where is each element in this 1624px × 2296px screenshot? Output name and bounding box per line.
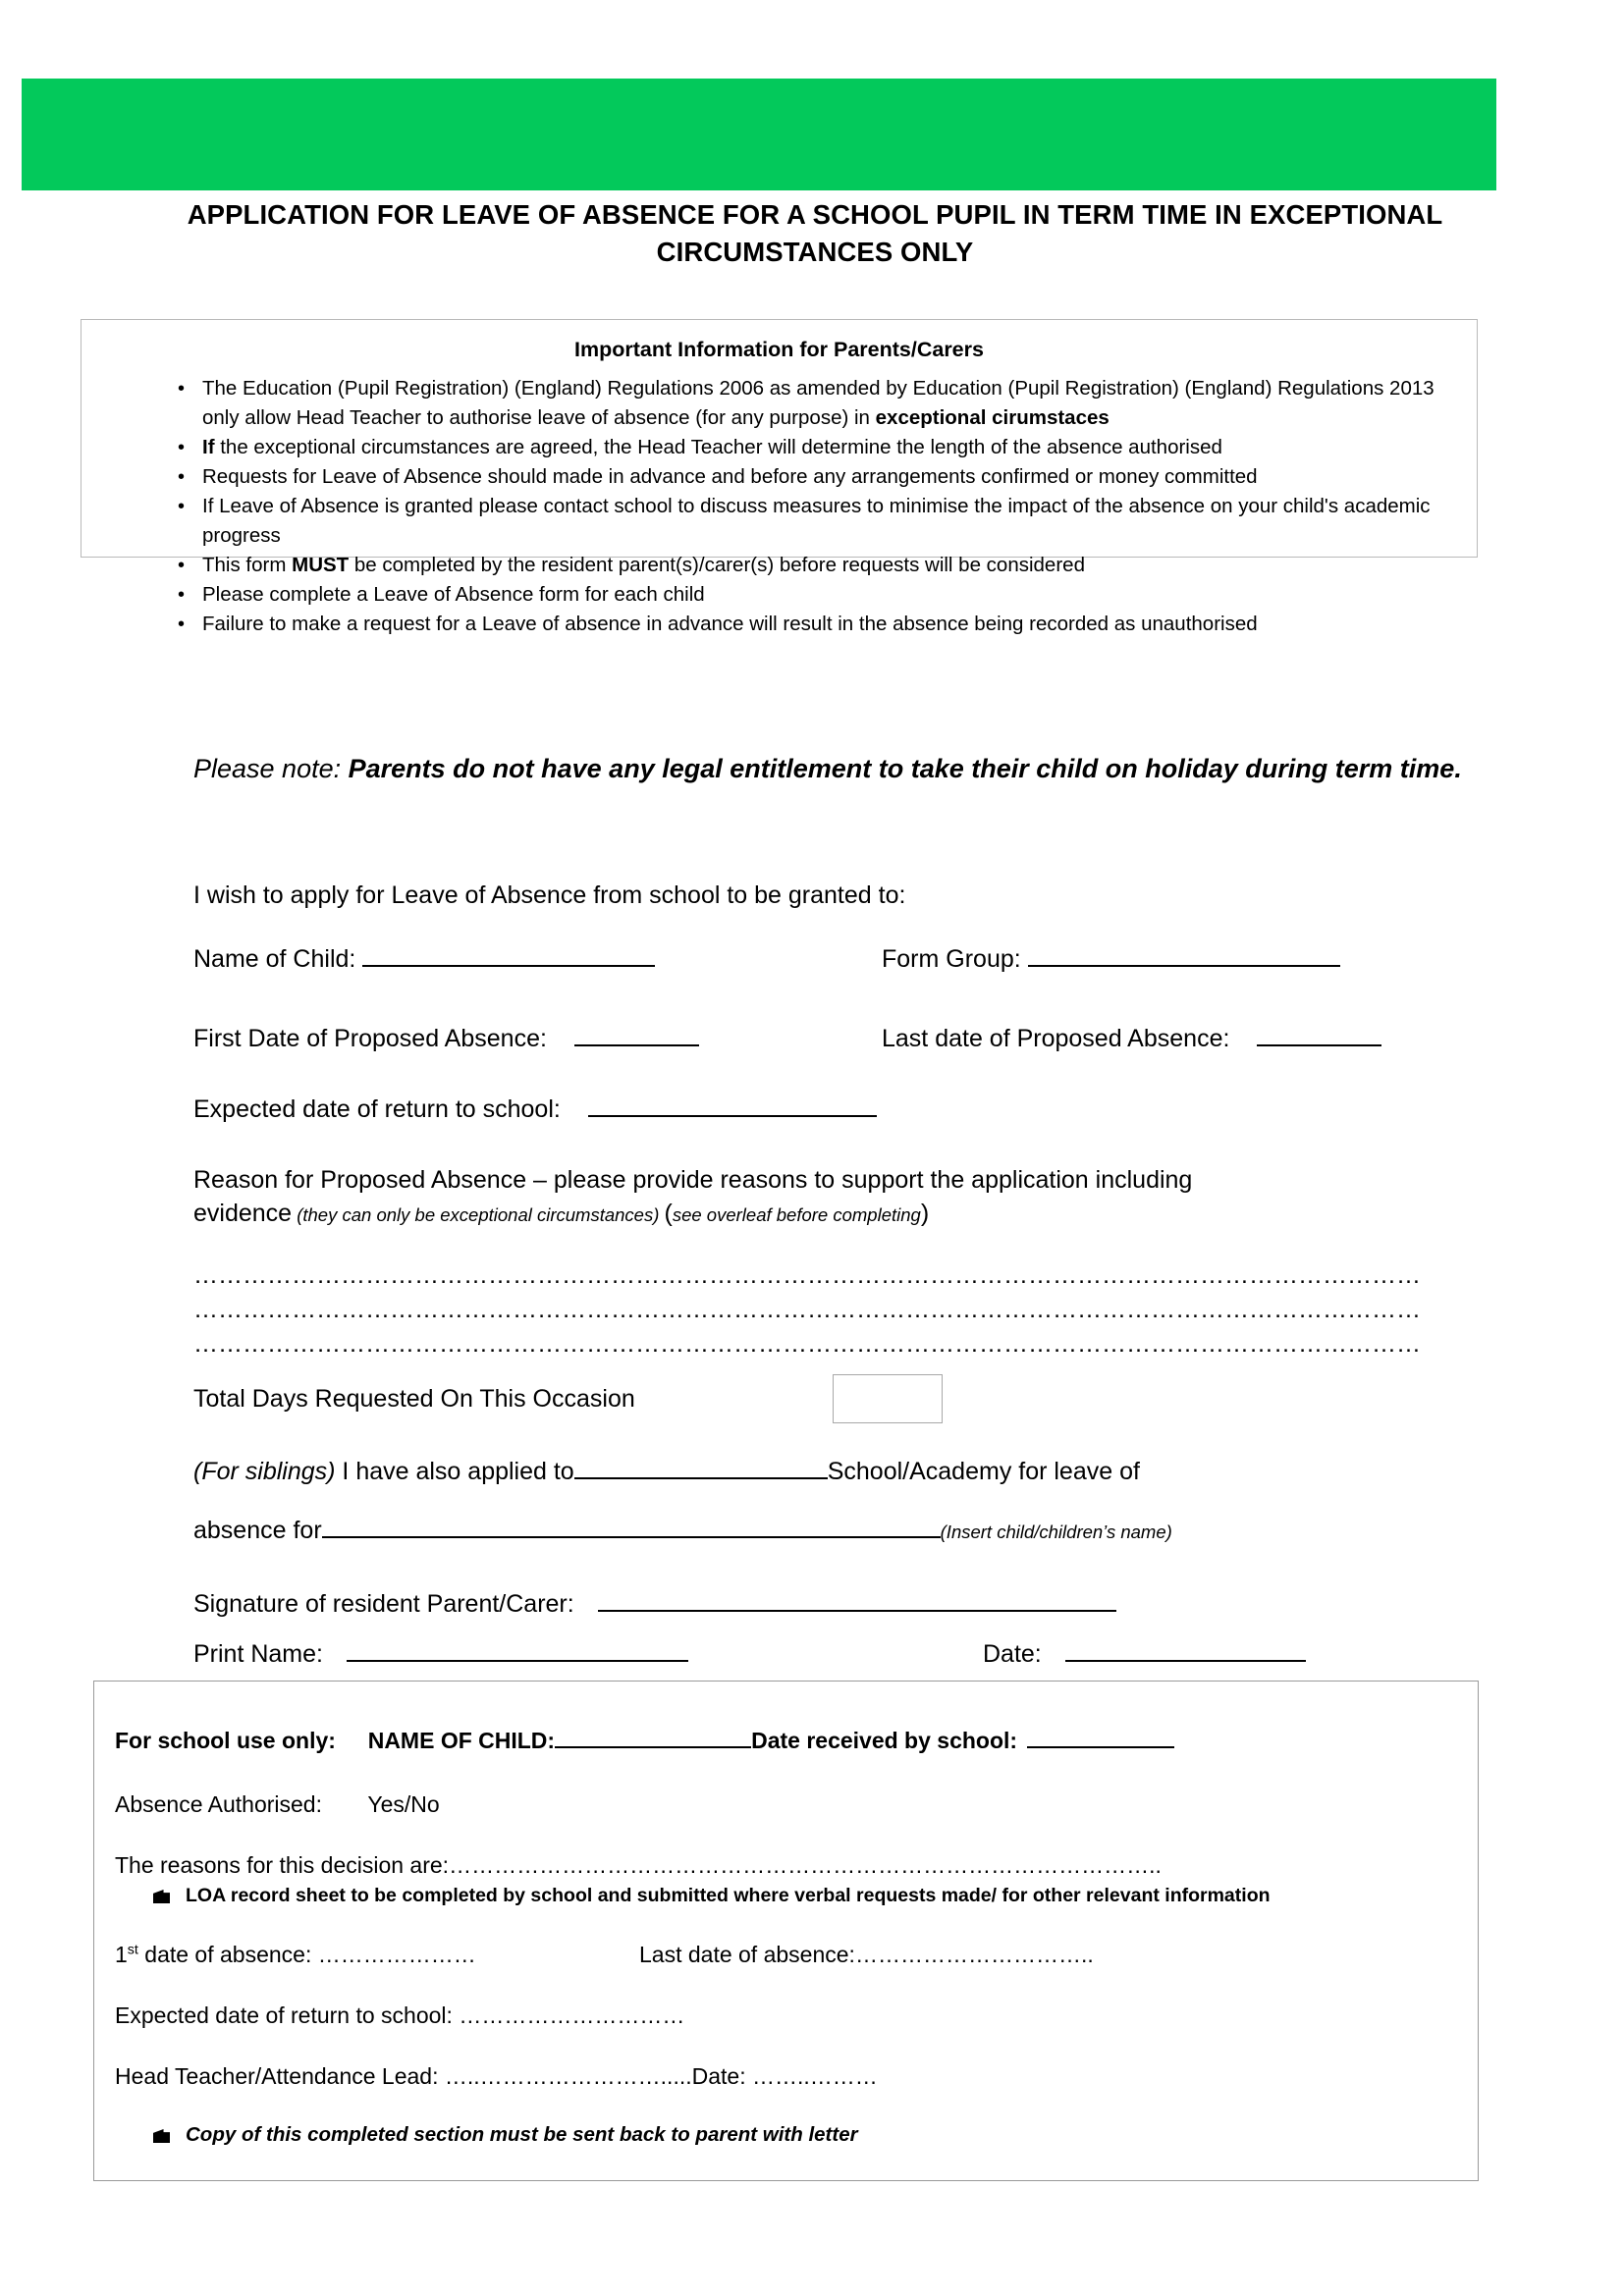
reason-instructions bbox=[193, 1163, 1421, 1232]
reason-note-2: see overleaf before completing bbox=[672, 1204, 921, 1225]
please-note-paragraph bbox=[193, 751, 1480, 787]
bullet-text-bold: exceptional cirumstaces bbox=[875, 406, 1110, 429]
absence-authorised-options[interactable]: Yes/No bbox=[367, 1791, 440, 1817]
name-of-child-input[interactable] bbox=[362, 943, 655, 967]
reasons-for-decision-row bbox=[115, 1850, 1162, 1881]
loa-record-note-text: LOA record sheet to be completed by school and submitted where verbal requests made/ for other relevant information bbox=[186, 1885, 1271, 1906]
reason-dotted-line-2[interactable]: …………………………………………………………………………………………………………………………………… bbox=[193, 1296, 1421, 1323]
reason-paren-close: ) bbox=[920, 1200, 930, 1227]
bullet-text-pre: This form bbox=[202, 554, 293, 576]
bullet-glyph: • bbox=[178, 555, 186, 576]
list-item bbox=[135, 610, 1441, 639]
last-date-label: Last date of Proposed Absence: bbox=[882, 1025, 1230, 1052]
last-date-input[interactable] bbox=[1257, 1023, 1381, 1046]
bullet-text-pre: If Leave of Absence is granted please contact school to discuss measures to minimise the impact of the absence on your child's academic progress bbox=[202, 495, 1431, 547]
bullet-text-pre: The Education (Pupil Registration) (England) Regulations 2006 as amended by Education (Pupil Registration) (England) Regulations 2013 only allow Head Teacher to authorise leave of absence (for any purpose) in bbox=[202, 377, 1435, 429]
name-of-child-label: Name of Child: bbox=[193, 945, 356, 973]
total-days-input[interactable] bbox=[833, 1374, 943, 1423]
school-use-heading-row bbox=[115, 1725, 1174, 1756]
application-intro: I wish to apply for Leave of Absence from school to be granted to: bbox=[193, 881, 906, 909]
bullet-text-post: the exceptional circumstances are agreed, the Head Teacher will determine the length of the absence authorised bbox=[214, 436, 1222, 458]
siblings-prefix: (For siblings) bbox=[193, 1458, 336, 1485]
print-name-row bbox=[193, 1637, 688, 1671]
bullet-text-bold: If bbox=[202, 436, 215, 458]
siblings-text-2: School/Academy for leave of bbox=[827, 1458, 1140, 1485]
list-item bbox=[135, 551, 1441, 580]
school-first-date-rest[interactable]: date of absence: ………………… bbox=[137, 1942, 476, 1967]
siblings-text-1: I have also applied to bbox=[335, 1458, 574, 1485]
school-name-of-child-label: NAME OF CHILD: bbox=[367, 1728, 556, 1753]
bullet-text-pre: Requests for Leave of Absence should made in advance and before any arrangements confirmed or money committed bbox=[202, 465, 1258, 488]
loa-record-note bbox=[153, 1885, 1271, 1907]
copy-back-note bbox=[153, 2123, 858, 2147]
list-item bbox=[135, 462, 1441, 492]
bullet-glyph: • bbox=[178, 437, 186, 458]
list-item bbox=[135, 580, 1441, 610]
bullet-text-pre: Failure to make a request for a Leave of absence in advance will result in the absence being recorded as unauthorised bbox=[202, 613, 1258, 635]
pointing-hand-icon bbox=[153, 2126, 172, 2143]
reason-line-1: Reason for Proposed Absence – please provide reasons to support the application including bbox=[193, 1166, 1193, 1194]
school-first-date-number: 1 bbox=[115, 1942, 128, 1967]
school-last-date-row[interactable]: Last date of absence:………………………….. bbox=[639, 1942, 1094, 1967]
important-information-heading: Important Information for Parents/Carers bbox=[574, 338, 984, 361]
insert-name-hint: (Insert child/children’s name) bbox=[940, 1522, 1172, 1542]
reason-dotted-line-1[interactable]: …………………………………………………………………………………………………………………………………… bbox=[193, 1261, 1421, 1289]
please-note-emphasis: Parents do not have any legal entitlement to take their child on holiday during term time. bbox=[348, 754, 1462, 783]
date-input[interactable] bbox=[1065, 1638, 1306, 1662]
last-date-row bbox=[882, 1022, 1381, 1055]
expected-return-input[interactable] bbox=[588, 1094, 877, 1117]
date-label: Date: bbox=[983, 1640, 1042, 1668]
date-received-label: Date received by school: bbox=[751, 1728, 1018, 1753]
print-name-label: Print Name: bbox=[193, 1640, 323, 1668]
signature-input[interactable] bbox=[598, 1588, 1116, 1612]
form-group-row bbox=[882, 942, 1340, 976]
reason-evidence-word: evidence bbox=[193, 1200, 293, 1227]
reasons-for-decision-dots[interactable]: ………………………………………………………………………………….. bbox=[449, 1852, 1162, 1878]
expected-return-label: Expected date of return to school: bbox=[193, 1095, 561, 1123]
absence-for-row bbox=[193, 1514, 1172, 1549]
bullet-text-post: be completed by the resident parent(s)/carer(s) before requests will be considered bbox=[349, 554, 1085, 576]
bullet-text-pre: Please complete a Leave of Absence form for each child bbox=[202, 583, 705, 606]
siblings-row bbox=[193, 1455, 1140, 1488]
school-name-of-child-input[interactable] bbox=[555, 1725, 751, 1748]
list-item bbox=[135, 374, 1441, 433]
bullet-glyph: • bbox=[178, 466, 186, 488]
bullet-text-bold: MUST bbox=[292, 554, 350, 576]
reasons-for-decision-label: The reasons for this decision are: bbox=[115, 1852, 450, 1878]
first-date-input[interactable] bbox=[574, 1023, 699, 1046]
list-item bbox=[135, 492, 1441, 551]
absence-for-input[interactable] bbox=[322, 1515, 941, 1538]
bullet-glyph: • bbox=[178, 378, 186, 400]
school-first-date-row bbox=[115, 1940, 476, 1970]
bullet-glyph: • bbox=[178, 496, 186, 517]
absence-authorised-label: Absence Authorised: bbox=[115, 1791, 322, 1817]
signature-row bbox=[193, 1587, 1116, 1621]
school-use-heading: For school use only: bbox=[115, 1728, 336, 1753]
name-of-child-row bbox=[193, 942, 655, 976]
school-use-only-box bbox=[93, 1681, 1479, 2181]
signature-label: Signature of resident Parent/Carer: bbox=[193, 1590, 574, 1618]
reason-paren-open: ( bbox=[664, 1200, 673, 1227]
absence-for-label: absence for bbox=[193, 1517, 322, 1544]
bullet-glyph: • bbox=[178, 614, 186, 635]
please-note-lead: Please note: bbox=[193, 754, 349, 783]
form-group-input[interactable] bbox=[1028, 943, 1340, 967]
expected-return-row bbox=[193, 1093, 877, 1126]
school-first-date-suffix: st bbox=[127, 1942, 138, 1958]
green-header-banner bbox=[22, 79, 1496, 190]
bullet-glyph: • bbox=[178, 584, 186, 606]
form-group-label: Form Group: bbox=[882, 945, 1021, 973]
page-title: APPLICATION FOR LEAVE OF ABSENCE FOR A SCHOOL PUPIL IN TERM TIME IN EXCEPTIONAL CIRCUMSTANCES ONLY bbox=[187, 199, 1443, 267]
total-days-label: Total Days Requested On This Occasion bbox=[193, 1385, 635, 1413]
first-date-label: First Date of Proposed Absence: bbox=[193, 1025, 547, 1052]
date-row bbox=[983, 1637, 1306, 1671]
reason-note-1: (they can only be exceptional circumstances) bbox=[292, 1204, 665, 1225]
absence-authorised-row bbox=[115, 1789, 440, 1820]
list-item bbox=[135, 433, 1441, 462]
first-date-row bbox=[193, 1022, 699, 1055]
sibling-school-input[interactable] bbox=[574, 1456, 828, 1479]
important-information-list bbox=[135, 374, 1441, 639]
pointing-hand-icon bbox=[153, 1887, 172, 1903]
reason-dotted-line-3[interactable]: …………………………………………………………………………………………………………………………………… bbox=[193, 1330, 1421, 1358]
print-name-input[interactable] bbox=[347, 1638, 688, 1662]
important-information-box bbox=[81, 319, 1478, 635]
head-teacher-row[interactable]: Head Teacher/Attendance Lead: …..…………………….....Date: ……..……… bbox=[115, 2063, 878, 2089]
school-expected-return-row[interactable]: Expected date of return to school: ………………………… bbox=[115, 2002, 685, 2028]
date-received-input[interactable] bbox=[1027, 1725, 1174, 1748]
copy-back-note-text: Copy of this completed section must be sent back to parent with letter bbox=[186, 2123, 858, 2146]
